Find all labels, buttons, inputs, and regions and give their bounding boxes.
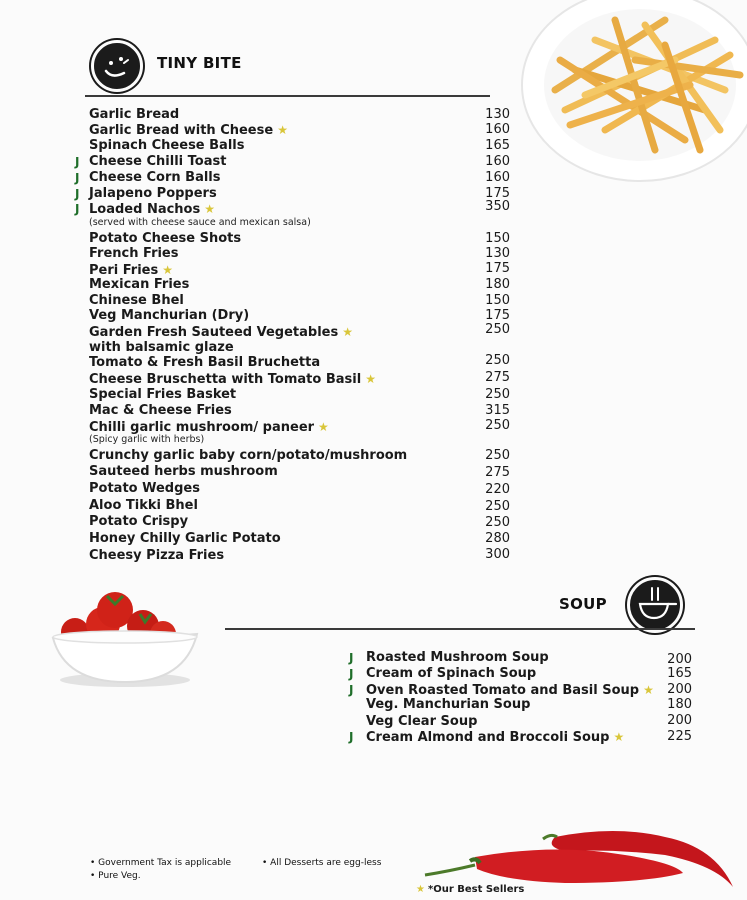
best-seller-star-icon: ★ xyxy=(342,325,353,339)
item-price: 180 xyxy=(667,697,692,712)
best-seller-star-icon: ★ xyxy=(643,683,654,697)
menu-item xyxy=(89,548,224,564)
item-name: Potato Wedges xyxy=(89,481,200,496)
item-name: Cheesy Pizza Fries xyxy=(89,548,225,563)
soup-bowl-icon xyxy=(627,577,683,633)
menu-item xyxy=(89,464,278,480)
menu-item: J Oven Roasted Tomato and Basil Soup ★ xyxy=(349,683,654,698)
menu-item xyxy=(89,419,329,435)
item-price: 300 xyxy=(485,547,510,562)
best-sellers-legend xyxy=(416,884,524,895)
item-price: 150 xyxy=(485,293,510,308)
menu-item xyxy=(89,308,249,324)
menu-item: J Cream of Spinach Soup xyxy=(349,666,537,681)
item-name: Garlic Bread xyxy=(89,107,180,122)
item-price: 180 xyxy=(485,277,510,292)
menu-item: J Cream Almond and Broccoli Soup ★ xyxy=(349,730,625,745)
menu-item xyxy=(366,714,477,730)
item-name: Peri Fries xyxy=(89,263,159,278)
item-price: 160 xyxy=(485,154,510,169)
item-price: 130 xyxy=(485,107,510,122)
fries-plate-image xyxy=(515,0,747,185)
menu-item: J Cheese Corn Balls xyxy=(75,170,221,185)
item-name: Potato Cheese Shots xyxy=(89,231,242,246)
item-price: 350 xyxy=(485,199,510,214)
item-subtitle: with balsamic glaze xyxy=(89,340,234,355)
footer-tax-note: • Government Tax is applicable xyxy=(90,858,232,868)
item-name: Loaded Nachos xyxy=(89,202,201,217)
menu-item xyxy=(89,277,189,293)
menu-item xyxy=(89,531,281,547)
tiny-bite-logo-icon xyxy=(91,40,143,92)
item-name: Garlic Bread with Cheese xyxy=(89,123,274,138)
best-seller-star-icon: ★ xyxy=(204,202,215,216)
menu-item xyxy=(89,371,376,387)
menu-item xyxy=(89,262,173,278)
tiny-bite-divider xyxy=(85,95,490,97)
item-name: Veg. Manchurian Soup xyxy=(366,697,531,712)
item-name: Oven Roasted Tomato and Basil Soup xyxy=(366,683,640,698)
item-name: Honey Chilly Garlic Potato xyxy=(89,531,281,546)
item-price: 165 xyxy=(485,138,510,153)
menu-item xyxy=(89,355,320,371)
tiny-bite-title: TINY BITE xyxy=(157,54,242,72)
menu-item xyxy=(89,403,232,419)
footer-egg-note: • All Desserts are egg-less xyxy=(262,858,382,868)
menu-item xyxy=(89,122,288,138)
menu-item xyxy=(89,138,244,154)
item-price: 200 xyxy=(667,713,692,728)
item-price: 275 xyxy=(485,465,510,480)
item-price: 175 xyxy=(485,308,510,323)
item-name: Veg Manchurian (Dry) xyxy=(89,308,250,323)
item-note: (Spicy garlic with herbs) xyxy=(89,434,205,445)
item-name: Potato Crispy xyxy=(89,514,189,529)
item-name: Cheese Bruschetta with Tomato Basil xyxy=(89,372,362,387)
menu-item: J Jalapeno Poppers xyxy=(75,186,217,201)
item-price: 250 xyxy=(485,499,510,514)
item-name: Cream Almond and Broccoli Soup xyxy=(366,730,610,745)
item-price: 315 xyxy=(485,403,510,418)
best-seller-star-icon: ★ xyxy=(277,123,288,137)
item-price: 225 xyxy=(667,729,692,744)
best-seller-star-icon: ★ xyxy=(318,420,329,434)
best-sellers-label: *Our Best Sellers xyxy=(427,884,525,895)
menu-item xyxy=(89,387,236,403)
item-price: 130 xyxy=(485,246,510,261)
item-price: 250 xyxy=(485,387,510,402)
menu-item xyxy=(89,481,200,497)
item-name: Chilli garlic mushroom/ paneer xyxy=(89,420,315,435)
tomato-bowl-image xyxy=(45,590,205,690)
item-name: Garden Fresh Sauteed Vegetables xyxy=(89,325,339,340)
soup-divider xyxy=(225,628,695,630)
item-price: 250 xyxy=(485,322,510,337)
menu-item xyxy=(89,246,179,262)
best-seller-star-icon: ★ xyxy=(162,263,173,277)
menu-item: J Loaded Nachos ★ xyxy=(75,202,215,217)
item-name: Aloo Tikki Bhel xyxy=(89,498,198,513)
item-name: Crunchy garlic baby corn/potato/mushroom xyxy=(89,448,408,463)
soup-title: SOUP xyxy=(559,595,607,613)
menu-item: J Cheese Chilli Toast xyxy=(75,154,227,169)
item-price: 220 xyxy=(485,482,510,497)
item-name: Sauteed herbs mushroom xyxy=(89,464,278,479)
item-name: Roasted Mushroom Soup xyxy=(366,650,549,665)
item-name: Spinach Cheese Balls xyxy=(89,138,245,153)
item-note: (served with cheese sauce and mexican salsa) xyxy=(89,217,311,228)
item-price: 175 xyxy=(485,186,510,201)
menu-item xyxy=(366,697,530,713)
item-price: 275 xyxy=(485,370,510,385)
menu-item xyxy=(89,498,198,514)
item-price: 250 xyxy=(485,515,510,530)
item-name: Mexican Fries xyxy=(89,277,190,292)
item-price: 160 xyxy=(485,122,510,137)
item-name: Cream of Spinach Soup xyxy=(366,666,537,681)
item-price: 160 xyxy=(485,170,510,185)
menu-item xyxy=(89,324,353,340)
item-price: 150 xyxy=(485,231,510,246)
menu-item xyxy=(89,231,241,247)
item-name: Tomato & Fresh Basil Bruchetta xyxy=(89,355,321,370)
item-name: Cheese Corn Balls xyxy=(89,170,221,185)
item-price: 200 xyxy=(667,652,692,667)
menu-item: J Roasted Mushroom Soup xyxy=(349,650,549,665)
item-name: Veg Clear Soup xyxy=(366,714,478,729)
item-price: 165 xyxy=(667,666,692,681)
item-name: French Fries xyxy=(89,246,179,261)
item-price: 250 xyxy=(485,448,510,463)
item-price: 175 xyxy=(485,261,510,276)
best-seller-star-icon: ★ xyxy=(416,884,425,895)
menu-item xyxy=(89,514,188,530)
item-price: 250 xyxy=(485,418,510,433)
item-price: 250 xyxy=(485,353,510,368)
item-name: Mac & Cheese Fries xyxy=(89,403,232,418)
best-seller-star-icon: ★ xyxy=(365,372,376,386)
menu-item xyxy=(89,293,184,309)
menu-item xyxy=(89,107,179,123)
item-name: Special Fries Basket xyxy=(89,387,237,402)
item-name: Chinese Bhel xyxy=(89,293,184,308)
menu-item xyxy=(89,448,407,464)
item-name: Cheese Chilli Toast xyxy=(89,154,227,169)
item-name: Jalapeno Poppers xyxy=(89,186,217,201)
best-seller-star-icon: ★ xyxy=(613,730,625,744)
footer-veg-note: • Pure Veg. xyxy=(90,871,141,881)
item-price: 200 xyxy=(667,682,692,697)
item-price: 280 xyxy=(485,531,510,546)
